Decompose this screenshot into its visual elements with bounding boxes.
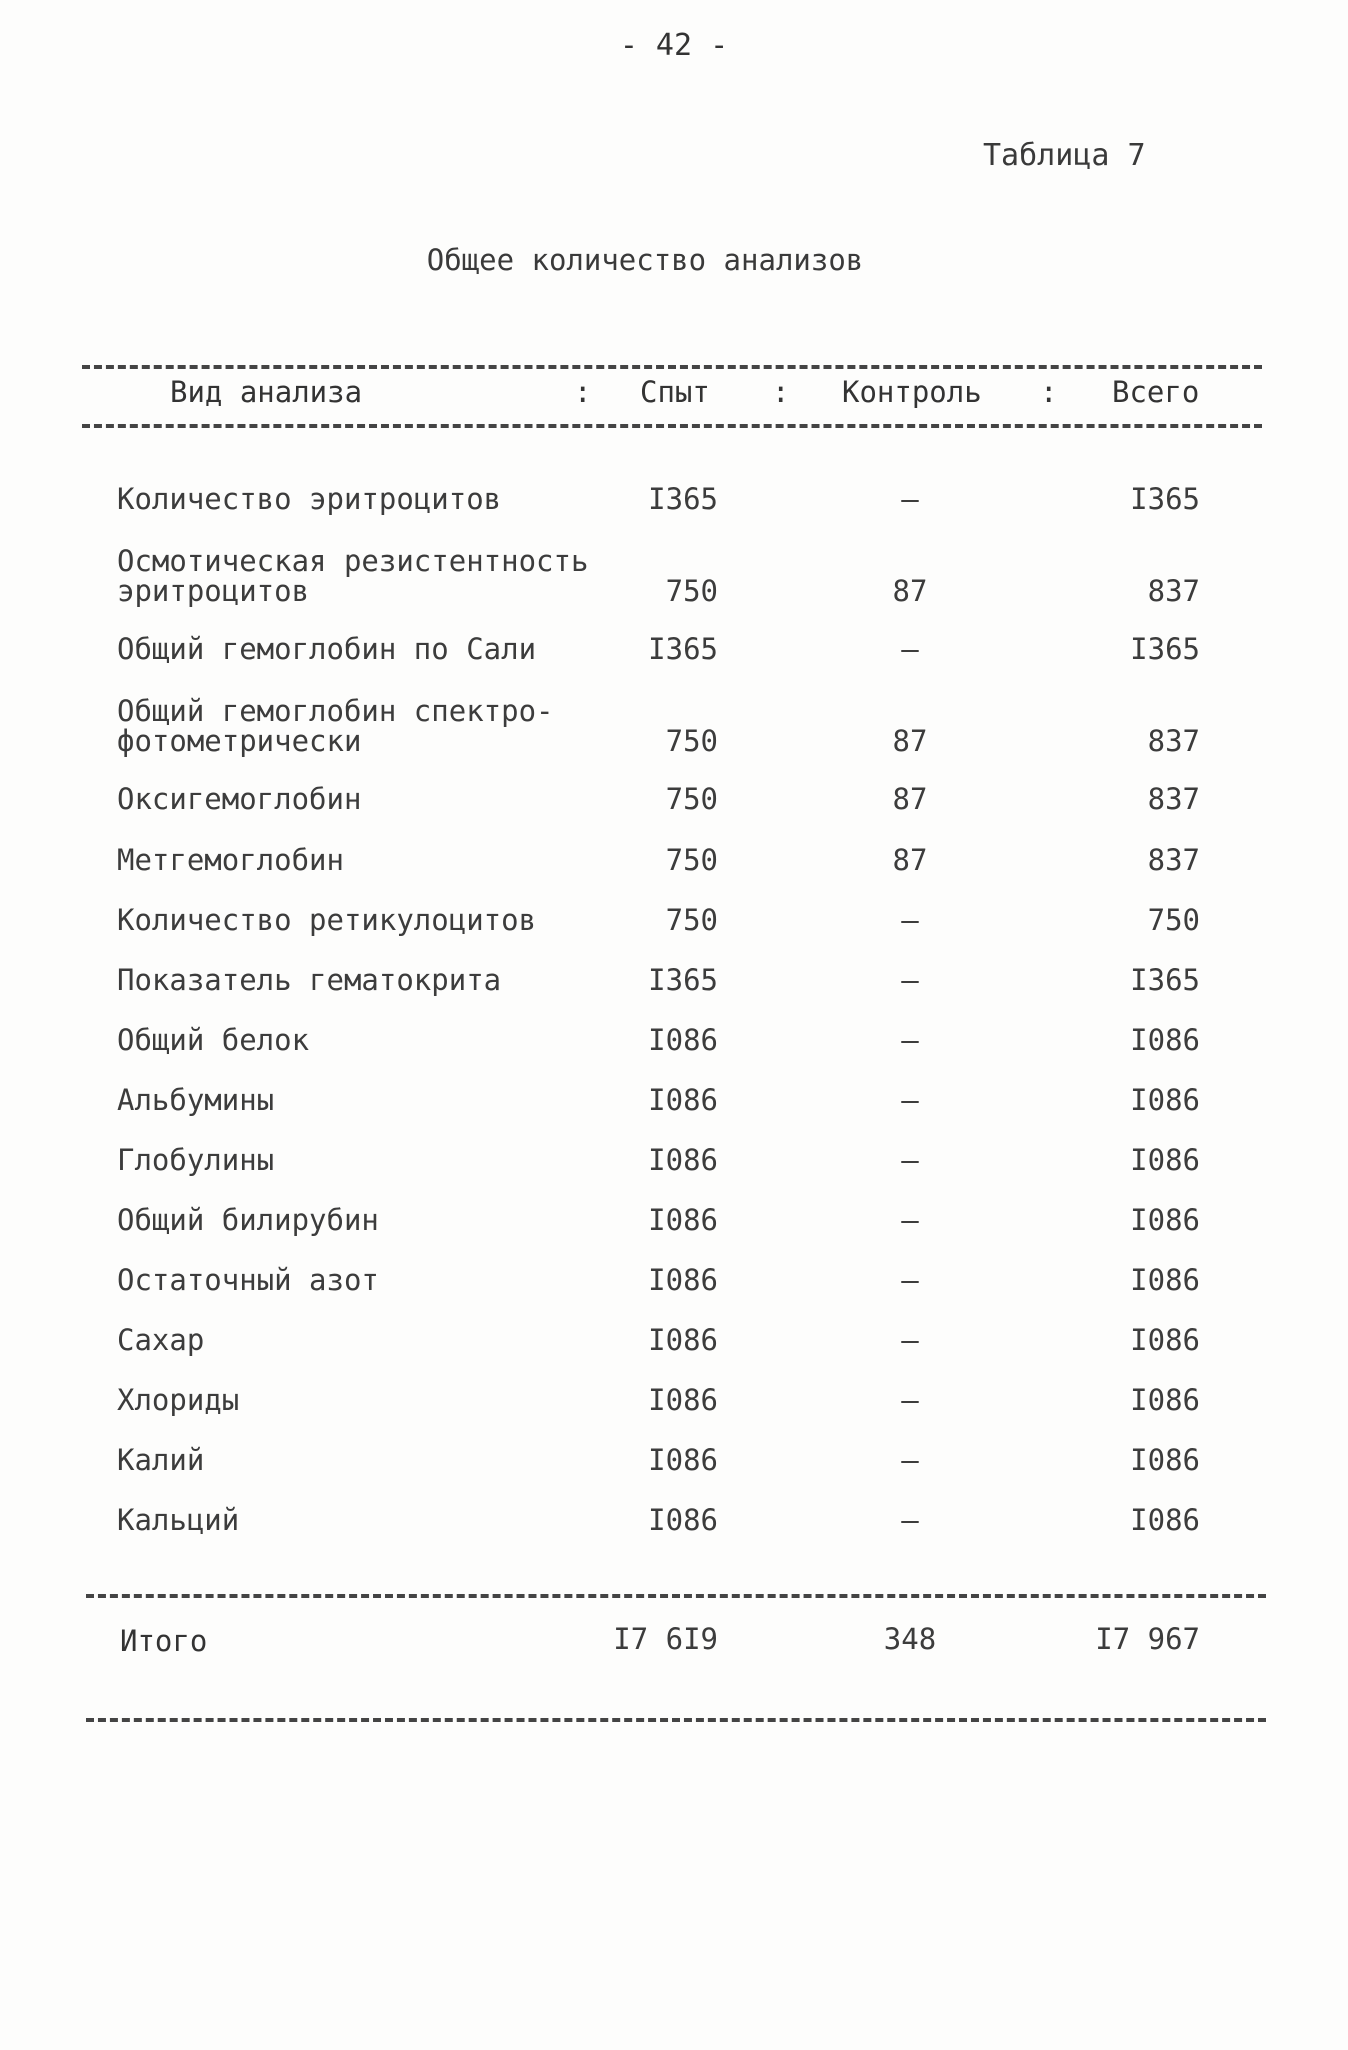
header-total: Всего <box>1112 375 1200 409</box>
header-separator: : <box>1040 375 1058 409</box>
row-label: Количество ретикулоцитов <box>117 903 537 937</box>
row-experiment: I086 <box>648 1143 718 1177</box>
header-separator: : <box>772 375 790 409</box>
row-label: Сахар <box>117 1323 205 1357</box>
row-experiment: I086 <box>648 1023 718 1057</box>
row-control: 87 <box>892 782 928 816</box>
row-label: Общий гемоглобин по Сали <box>117 632 537 666</box>
row-label: Калий <box>117 1443 205 1477</box>
row-control: 87 <box>892 574 928 608</box>
row-experiment: 750 <box>665 843 718 877</box>
row-experiment: I365 <box>648 963 718 997</box>
row-label: эритроцитов <box>117 574 310 608</box>
row-total: 837 <box>1147 574 1200 608</box>
row-label: Альбумины <box>117 1083 275 1117</box>
row-experiment: I086 <box>648 1323 718 1357</box>
row-experiment: I086 <box>648 1083 718 1117</box>
header-control: Контроль <box>842 375 982 409</box>
row-control: – <box>901 1083 919 1117</box>
row-control: – <box>901 1383 919 1417</box>
row-control: – <box>901 1143 919 1177</box>
row-total: I086 <box>1130 1083 1200 1117</box>
row-experiment: I086 <box>648 1443 718 1477</box>
row-total: I086 <box>1130 1503 1200 1537</box>
totals-label: Итого <box>120 1624 208 1658</box>
row-experiment: I365 <box>648 632 718 666</box>
row-label: Общий билирубин <box>117 1203 379 1237</box>
row-total: 837 <box>1147 843 1200 877</box>
header-bottom-rule <box>82 424 1262 428</box>
row-label: Общий гемоглобин спектро- <box>117 694 554 728</box>
row-experiment: I086 <box>648 1263 718 1297</box>
row-experiment: I086 <box>648 1503 718 1537</box>
row-label: Глобулины <box>117 1143 275 1177</box>
header-experiment: Спыт <box>640 375 710 409</box>
row-control: – <box>901 1503 919 1537</box>
row-control: 87 <box>892 843 928 877</box>
row-total: I365 <box>1130 963 1200 997</box>
row-total: I086 <box>1130 1443 1200 1477</box>
row-label: Показатель гематокрита <box>117 963 502 997</box>
row-control: – <box>901 1263 919 1297</box>
row-total: I086 <box>1130 1323 1200 1357</box>
row-control: – <box>901 1023 919 1057</box>
totals-bottom-rule <box>86 1718 1266 1722</box>
header-separator: : <box>574 375 592 409</box>
row-total: I086 <box>1130 1263 1200 1297</box>
row-control: – <box>901 1203 919 1237</box>
row-total: 750 <box>1147 903 1200 937</box>
row-control: – <box>901 1323 919 1357</box>
row-control: – <box>901 903 919 937</box>
row-experiment: 750 <box>665 782 718 816</box>
totals-total: I7 967 <box>1095 1622 1200 1656</box>
totals-experiment: I7 6I9 <box>613 1622 718 1656</box>
row-experiment: I086 <box>648 1383 718 1417</box>
row-total: I365 <box>1130 632 1200 666</box>
row-experiment: 750 <box>665 574 718 608</box>
row-experiment: 750 <box>665 903 718 937</box>
row-label: фотометрически <box>117 724 362 758</box>
row-control: – <box>901 482 919 516</box>
row-total: I086 <box>1130 1203 1200 1237</box>
row-control: – <box>901 632 919 666</box>
header-analysis-type: Вид анализа <box>170 375 363 409</box>
header-top-rule <box>82 365 1262 369</box>
row-label: Кальций <box>117 1503 240 1537</box>
row-control: – <box>901 963 919 997</box>
row-experiment: I086 <box>648 1203 718 1237</box>
row-label: Оксигемоглобин <box>117 782 362 816</box>
row-experiment: I365 <box>648 482 718 516</box>
row-control: 87 <box>892 724 928 758</box>
totals-control: 348 <box>883 1622 937 1656</box>
row-label: Хлориды <box>117 1383 240 1417</box>
table-caption: Таблица 7 <box>983 138 1146 173</box>
row-total: I086 <box>1130 1143 1200 1177</box>
table-title: Общее количество анализов <box>426 243 864 277</box>
row-total: I365 <box>1130 482 1200 516</box>
row-label: Количество эритроцитов <box>117 482 502 516</box>
row-label: Осмотическая резистентность <box>117 544 589 578</box>
row-total: I086 <box>1130 1023 1200 1057</box>
row-label: Метгемоглобин <box>117 843 344 877</box>
row-total: I086 <box>1130 1383 1200 1417</box>
row-label: Общий белок <box>117 1023 310 1057</box>
row-control: – <box>901 1443 919 1477</box>
row-label: Остаточный азот <box>117 1263 379 1297</box>
row-total: 837 <box>1147 782 1200 816</box>
row-experiment: 750 <box>665 724 718 758</box>
row-total: 837 <box>1147 724 1200 758</box>
totals-top-rule <box>86 1594 1266 1598</box>
page-number: - 42 - <box>619 28 729 63</box>
